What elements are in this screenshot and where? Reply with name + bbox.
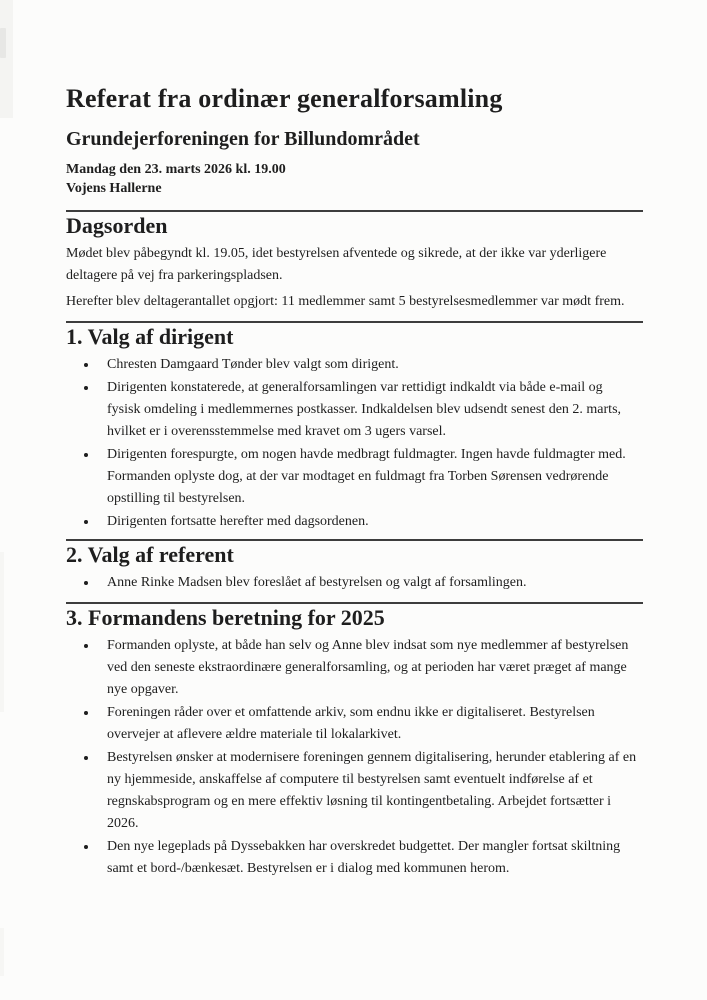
- scan-artifact: [0, 928, 4, 976]
- bullet-list: [66, 635, 643, 880]
- meeting-datetime: Mandag den 23. marts 2026 kl. 19.00: [66, 162, 286, 177]
- document-title: Referat fra ordinær generalforsamling: [66, 84, 503, 113]
- scan-artifact: [0, 552, 4, 712]
- section-heading: Dagsorden: [66, 213, 168, 238]
- section-heading: 2. Valg af referent: [66, 542, 234, 567]
- bullet-item: • Anne Rinke Madsen blev foreslået af bestyrelsen og valgt af forsamlingen.: [98, 572, 637, 594]
- section-formandens-beretning: [66, 604, 643, 880]
- section-valg-af-referent: [66, 541, 643, 594]
- section-heading: 1. Valg af dirigent: [66, 324, 234, 349]
- scan-artifact: [0, 0, 13, 118]
- paragraph: Herefter blev deltagerantallet opgjort: 11 medlemmer samt 5 bestyrelsesmedlemmer var mødt frem.: [66, 294, 625, 309]
- bullet-item: • Dirigenten fortsatte herefter med dagsordenen.: [98, 511, 637, 533]
- bullet-item: • Foreningen råder over et omfattende arkiv, som endnu ikke er digitaliseret. Bestyrelsen overvejer at aflevere ældre materiale til lokalarkivet.: [98, 702, 637, 746]
- bullet-item: • Den nye legeplads på Dyssebakken har overskredet budgettet. Der mangler fortsat skiltning samt et bord-/bænkesæt. Bestyrelsen er i dialog med kommunen herom.: [98, 836, 637, 880]
- document-header: [66, 84, 643, 198]
- bullet-list: [66, 572, 643, 594]
- bullet-item: • Formanden oplyste, at både han selv og Anne blev indsat som nye medlemmer af bestyrelsen ved den seneste ekstraordinære generalforsamling, og at perioden har været præget af mange nye opgaver.: [98, 635, 637, 701]
- bullet-item: • Bestyrelsen ønsker at modernisere foreningen gennem digitalisering, herunder etablering af en ny hjemmeside, anskaffelse af computere til bestyrelsen samt eventuelt indførelse af et regnskabsprogram og en mere effektiv løsning til kontingentbetaling. Arbejdet fortsætter i 2026.: [98, 747, 637, 835]
- section-valg-af-dirigent: [66, 323, 643, 533]
- section-heading: 3. Formandens beretning for 2025: [66, 605, 385, 630]
- scan-artifact: [0, 28, 6, 58]
- bullet-item: • Dirigenten konstaterede, at generalforsamlingen var rettidigt indkaldt via både e-mail og fysisk omdeling i medlemmernes postkasser. Indkaldelsen blev udsendt senest den 2. marts, hvilket er i overensstemmelse med kravet om 3 ugers varsel.: [98, 377, 637, 443]
- bullet-list: [66, 354, 643, 533]
- section-dagsorden: [66, 212, 643, 313]
- meeting-venue: Vojens Hallerne: [66, 181, 162, 196]
- paragraph: Mødet blev påbegyndt kl. 19.05, idet bestyrelsen afventede og sikrede, at der ikke var yderligere deltagere på vej fra parkeringspladsen.: [66, 246, 607, 283]
- bullet-item: • Chresten Damgaard Tønder blev valgt som dirigent.: [98, 354, 637, 376]
- bullet-item: • Dirigenten forespurgte, om nogen havde medbragt fuldmagter. Ingen havde fuldmagter med. Formanden oplyste dog, at der var modtaget en fuldmagt fra Torben Sørensen vedrørende opstilling til bestyrelsen.: [98, 444, 637, 510]
- document-subtitle: Grundejerforeningen for Billundområdet: [66, 128, 420, 150]
